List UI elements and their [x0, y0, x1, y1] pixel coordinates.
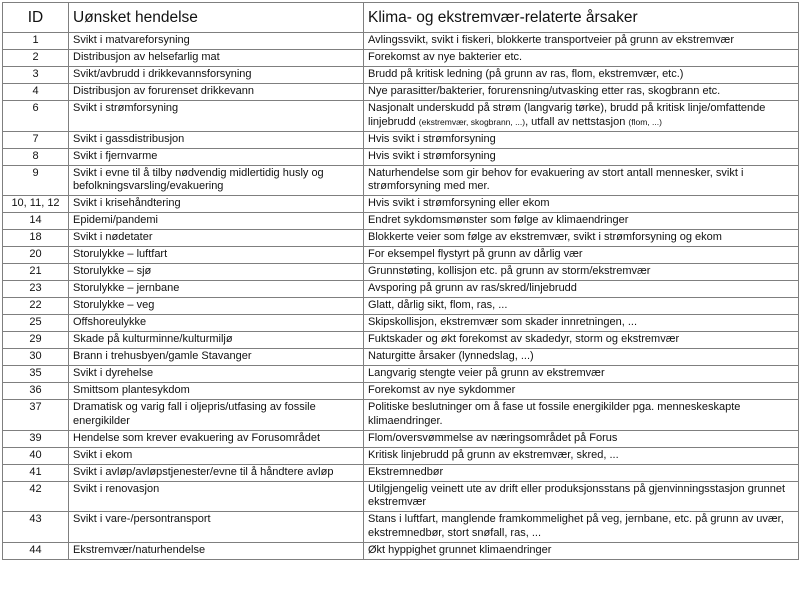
- table-row: [3, 383, 799, 400]
- table-row: [3, 148, 799, 165]
- cause-text-mid: , utfall av nettstasjon: [525, 115, 626, 128]
- table-row: [3, 213, 799, 230]
- cell-id: 30: [3, 349, 69, 366]
- table-row: [3, 349, 799, 366]
- table-row: [3, 50, 799, 67]
- table-row: [3, 264, 799, 281]
- header-event: Uønsket hendelse: [69, 3, 364, 33]
- table-row: [3, 430, 799, 447]
- cell-event: Distribusjon av forurenset drikkevann: [69, 84, 364, 101]
- cell-id: 20: [3, 247, 69, 264]
- cell-id: 41: [3, 464, 69, 481]
- cell-cause: Hvis svikt i strømforsyning: [364, 131, 799, 148]
- table-row: [3, 366, 799, 383]
- cell-cause: Stans i luftfart, manglende framkommelighet på veg, jernbane, etc. på grunn av uvær, ekstremnedbør, stort snøfall, ras, ...: [364, 512, 799, 543]
- cell-cause: Politiske beslutninger om å fase ut fossile energikilder pga. menneskeskapte klimaendringer.: [364, 400, 799, 431]
- risk-table-container: [2, 2, 798, 592]
- cell-event: Dramatisk og varig fall i oljepris/utfasing av fossile energikilder: [69, 400, 364, 431]
- cell-cause: Økt hyppighet grunnet klimaendringer: [364, 542, 799, 559]
- cell-cause: Forekomst av nye sykdommer: [364, 383, 799, 400]
- cell-event: Svikt i nødetater: [69, 230, 364, 247]
- table-row: [3, 67, 799, 84]
- cell-cause: Kritisk linjebrudd på grunn av ekstremvær, skred, ...: [364, 447, 799, 464]
- cell-event: Svikt i dyrehelse: [69, 366, 364, 383]
- cell-event: Storulykke – veg: [69, 298, 364, 315]
- cell-id: 10, 11, 12: [3, 196, 69, 213]
- cell-id: 42: [3, 481, 69, 512]
- cell-event: Storulykke – jernbane: [69, 281, 364, 298]
- cell-id: 2: [3, 50, 69, 67]
- cell-id: 37: [3, 400, 69, 431]
- cell-cause: Forekomst av nye bakterier etc.: [364, 50, 799, 67]
- cell-event: Svikt i evne til å tilby nødvendig midlertidig husly og befolkningsvarsling/evakuering: [69, 165, 364, 196]
- cause-small-text-2: (flom, ...): [628, 116, 662, 127]
- cell-id: 35: [3, 366, 69, 383]
- table-row: [3, 281, 799, 298]
- table-row: [3, 315, 799, 332]
- cell-event: Svikt i vare-/persontransport: [69, 512, 364, 543]
- cell-event: Storulykke – sjø: [69, 264, 364, 281]
- cell-event: Svikt i strømforsyning: [69, 101, 364, 132]
- table-row: [3, 464, 799, 481]
- header-row: [3, 3, 799, 33]
- cell-cause: Endret sykdomsmønster som følge av klimaendringer: [364, 213, 799, 230]
- cell-cause: Fuktskader og økt forekomst av skadedyr, storm og ekstremvær: [364, 332, 799, 349]
- cell-event: Smittsom plantesykdom: [69, 383, 364, 400]
- cell-id: 39: [3, 430, 69, 447]
- cell-cause: Flom/oversvømmelse av næringsområdet på Forus: [364, 430, 799, 447]
- cell-id: 3: [3, 67, 69, 84]
- cell-event: Skade på kulturminne/kulturmiljø: [69, 332, 364, 349]
- cell-id: 23: [3, 281, 69, 298]
- table-row: [3, 481, 799, 512]
- cell-cause: Utilgjengelig veinett ute av drift eller produksjonsstans på gjenvinningsstasjon grunnet ekstremvær: [364, 481, 799, 512]
- table-row: [3, 165, 799, 196]
- cell-id: 36: [3, 383, 69, 400]
- cell-event: Hendelse som krever evakuering av Forusområdet: [69, 430, 364, 447]
- cell-cause: Glatt, dårlig sikt, flom, ras, ...: [364, 298, 799, 315]
- cell-id: 6: [3, 101, 69, 132]
- table-body: [3, 33, 799, 560]
- cell-id: 8: [3, 148, 69, 165]
- cell-event: Epidemi/pandemi: [69, 213, 364, 230]
- cell-event: Svikt i ekom: [69, 447, 364, 464]
- cell-cause: Brudd på kritisk ledning (på grunn av ras, flom, ekstremvær, etc.): [364, 67, 799, 84]
- cell-event: Distribusjon av helsefarlig mat: [69, 50, 364, 67]
- cell-event: Brann i trehusbyen/gamle Stavanger: [69, 349, 364, 366]
- table-row: [3, 512, 799, 543]
- cell-cause: Blokkerte veier som følge av ekstremvær, svikt i strømforsyning og ekom: [364, 230, 799, 247]
- cell-cause: Skipskollisjon, ekstremvær som skader innretningen, ...: [364, 315, 799, 332]
- cell-cause: Avlingssvikt, svikt i fiskeri, blokkerte transportveier på grunn av ekstremvær: [364, 33, 799, 50]
- cause-small-text: (ekstremvær, skogbrann, ...): [418, 116, 526, 127]
- table-row: [3, 131, 799, 148]
- cell-id: 44: [3, 542, 69, 559]
- table-row: [3, 247, 799, 264]
- cell-id: 40: [3, 447, 69, 464]
- cell-cause: Hvis svikt i strømforsyning eller ekom: [364, 196, 799, 213]
- cell-event: Svikt i gassdistribusjon: [69, 131, 364, 148]
- table-row: [3, 33, 799, 50]
- cell-event: Svikt i matvareforsyning: [69, 33, 364, 50]
- cell-id: 14: [3, 213, 69, 230]
- cell-id: 21: [3, 264, 69, 281]
- cell-cause: Grunnstøting, kollisjon etc. på grunn av storm/ekstremvær: [364, 264, 799, 281]
- cell-event: Svikt/avbrudd i drikkevannsforsyning: [69, 67, 364, 84]
- table-row: [3, 400, 799, 431]
- cell-cause: For eksempel flystyrt på grunn av dårlig vær: [364, 247, 799, 264]
- cell-id: 1: [3, 33, 69, 50]
- header-causes: Klima- og ekstremvær-relaterte årsaker: [364, 3, 799, 33]
- cell-cause: Ekstremnedbør: [364, 464, 799, 481]
- table-row: [3, 332, 799, 349]
- cell-event: Svikt i avløp/avløpstjenester/evne til å håndtere avløp: [69, 464, 364, 481]
- table-row: [3, 196, 799, 213]
- cell-cause: Naturhendelse som gir behov for evakuering av stort antall mennesker, svikt i strømforsyning med mer.: [364, 165, 799, 196]
- risk-table: [2, 2, 799, 560]
- table-row: [3, 101, 799, 132]
- cell-event: Svikt i fjernvarme: [69, 148, 364, 165]
- table-row: [3, 298, 799, 315]
- cell-cause: Nye parasitter/bakterier, forurensning/utvasking etter ras, skogbrann etc.: [364, 84, 799, 101]
- table-row: [3, 230, 799, 247]
- cell-id: 4: [3, 84, 69, 101]
- cell-id: 18: [3, 230, 69, 247]
- cell-id: 29: [3, 332, 69, 349]
- cell-event: Ekstremvær/naturhendelse: [69, 542, 364, 559]
- cell-cause: Avsporing på grunn av ras/skred/linjebrudd: [364, 281, 799, 298]
- cell-id: 22: [3, 298, 69, 315]
- cell-cause: [364, 101, 799, 132]
- cell-cause: Hvis svikt i strømforsyning: [364, 148, 799, 165]
- cell-id: 25: [3, 315, 69, 332]
- cell-cause: Langvarig stengte veier på grunn av ekstremvær: [364, 366, 799, 383]
- cell-cause: Naturgitte årsaker (lynnedslag, ...): [364, 349, 799, 366]
- cause-text: Nasjonalt underskudd på strøm (langvarig tørke), brudd på kritisk linje/omfattende linjebrudd: [368, 102, 766, 128]
- table-row: [3, 84, 799, 101]
- cell-event: Offshoreulykke: [69, 315, 364, 332]
- table-row: [3, 542, 799, 559]
- cell-id: 9: [3, 165, 69, 196]
- cell-id: 43: [3, 512, 69, 543]
- cell-event: Svikt i renovasjon: [69, 481, 364, 512]
- cell-event: Storulykke – luftfart: [69, 247, 364, 264]
- header-id: ID: [3, 3, 69, 33]
- cell-event: Svikt i krisehåndtering: [69, 196, 364, 213]
- cell-id: 7: [3, 131, 69, 148]
- table-row: [3, 447, 799, 464]
